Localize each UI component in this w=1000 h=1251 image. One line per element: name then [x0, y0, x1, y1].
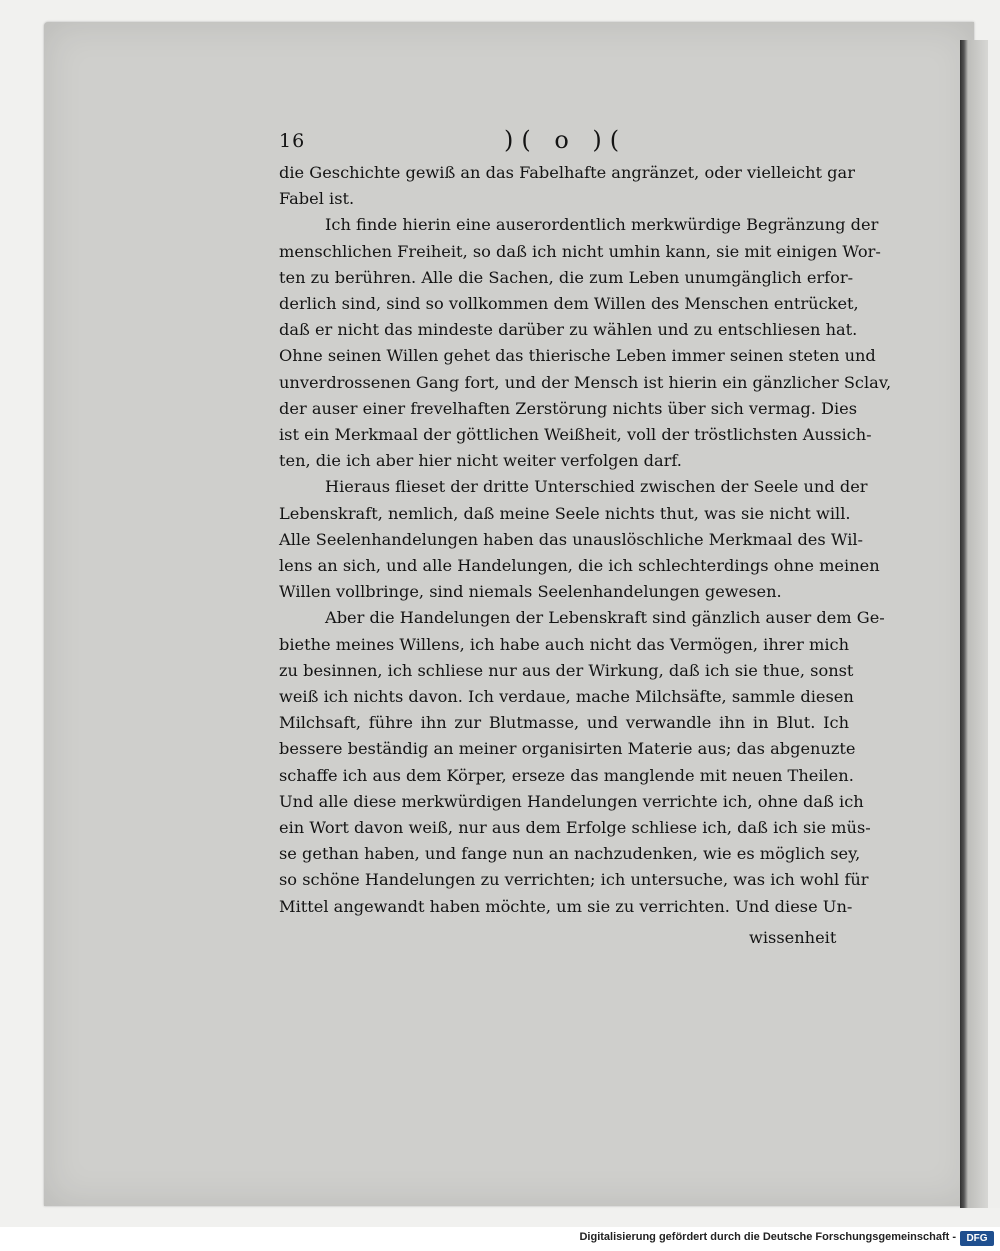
- page-edge: [960, 40, 988, 1208]
- text-line: Milchsaft, führe ihn zur Blutmasse, und verwandle ihn in Blut. Ich: [279, 713, 849, 733]
- text-line: ten, die ich aber hier nicht weiter verfolgen darf.: [279, 451, 682, 471]
- text-line: Ich finde hierin eine auserordentlich merkwürdige Begränzung der: [325, 215, 879, 235]
- text-line: ist ein Merkmaal der göttlichen Weißheit, voll der tröstlichsten Aussich-: [279, 425, 872, 445]
- page-text: [279, 120, 892, 920]
- text-line: Alle Seelenhandelungen haben das unauslöschliche Merkmaal des Wil-: [279, 529, 864, 549]
- text-line: ten zu berühren. Alle die Sachen, die zum Leben unumgänglich erfor-: [279, 267, 854, 287]
- text-line: Lebenskraft, nemlich, daß meine Seele nichts thut, was sie nicht will.: [279, 503, 851, 523]
- text-line: der auser einer frevelhaften Zerstörung nichts über sich vermag. Dies: [279, 398, 858, 418]
- catchword: wissenheit: [749, 928, 837, 947]
- text-line: die Geschichte gewiß an das Fabelhafte angränzet, oder vielleicht gar: [279, 163, 855, 182]
- text-line: zu besinnen, ich schliese nur aus der Wirkung, daß ich sie thue, sonst: [279, 660, 854, 680]
- text-line: so schöne Handelungen zu verrichten; ich untersuche, was ich wohl für: [279, 870, 869, 890]
- text-line: menschlichen Freiheit, so daß ich nicht umhin kann, sie mit einigen Wor-: [279, 241, 881, 261]
- text-line: bessere beständig an meiner organisirten Materie aus; das abgenuzte: [279, 739, 856, 759]
- text-line: Ohne seinen Willen gehet das thierische Leben immer seinen steten und: [279, 346, 876, 366]
- text-line: lens an sich, und alle Handelungen, die ich schlechterdings ohne meinen: [279, 556, 880, 576]
- footer-bar: [0, 1227, 1000, 1251]
- text-line: derlich sind, sind so vollkommen dem Willen des Menschen entrücket,: [279, 294, 859, 314]
- text-line: Aber die Handelungen der Lebenskraft sind gänzlich auser dem Ge-: [325, 608, 885, 628]
- text-line: Hieraus flieset der dritte Unterschied zwischen der Seele und der: [325, 477, 868, 497]
- page-edge-shadow: [988, 40, 1000, 1208]
- text-line: Und alle diese merkwürdigen Handelungen verrichte ich, ohne daß ich: [279, 791, 864, 811]
- text-line: daß er nicht das mindeste darüber zu wählen und zu entschliesen hat.: [279, 320, 858, 340]
- text-line: Mittel angewandt haben möchte, um sie zu verrichten. Und diese Un-: [279, 896, 853, 916]
- text-line: Willen vollbringe, sind niemals Seelenhandelungen gewesen.: [279, 582, 782, 602]
- text-line: unverdrossenen Gang fort, und der Mensch ist hierin ein gänzlicher Sclav,: [279, 372, 892, 392]
- dfg-logo: DFG: [960, 1231, 994, 1246]
- text-line: weiß ich nichts davon. Ich verdaue, mache Milchsäfte, sammle diesen: [279, 687, 854, 707]
- text-line: se gethan haben, und fange nun an nachzudenken, wie es möglich sey,: [279, 844, 861, 864]
- page-number: 16: [279, 130, 306, 152]
- header-ornament: )( o )(: [504, 126, 628, 154]
- text-line: ein Wort davon weiß, nur aus dem Erfolge schliese ich, daß ich sie müs-: [279, 818, 871, 838]
- page-header: [279, 120, 849, 160]
- text-line: Fabel ist.: [279, 189, 355, 209]
- funding-credit: Digitalisierung gefördert durch die Deutsche Forschungsgemeinschaft -: [579, 1231, 956, 1243]
- text-line: schaffe ich aus dem Körper, erseze das manglende mit neuen Theilen.: [279, 765, 854, 785]
- text-line: biethe meines Willens, ich habe auch nicht das Vermögen, ihrer mich: [279, 634, 849, 654]
